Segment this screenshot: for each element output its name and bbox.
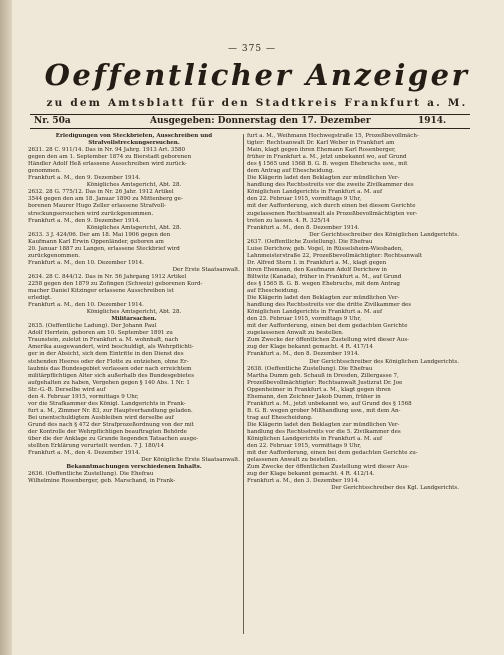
text-line: Dr. Alfred Stern I. in Frankfurt a. M., klagt gegen	[247, 259, 387, 266]
text-line: 2636. (Oeffentliche Zustellung). Die Ehefrau	[28, 471, 154, 478]
section-heading: Strafvollstreckungsersuchen.	[88, 140, 180, 147]
text-line: tigter: Rechtsanwalt Dr. Karl Weber in Frankfurt am	[247, 140, 395, 147]
text-line: Die Klägerin ladet den Beklagten zur mündlichen Ver-	[247, 421, 400, 428]
text-line: furt a. M., Zimmer Nr. 83, zur Hauptverhandlung geladen.	[28, 407, 193, 414]
text-line: zug der Klage bekannt gemacht. 4 R. 412/14.	[247, 471, 375, 478]
text-line: 3544 gegen den am 18. Januar 1890 zu Mittenberg ge-	[28, 196, 183, 203]
text-line: zug der Klage bekannt gemacht. 4 R. 417/14	[247, 344, 373, 351]
text-line: handlung des Rechtsstreits vor die 5. Zivilkammer des	[247, 428, 401, 435]
text-line: mit der Aufforderung, einen bei dem gedachten Gerichte zu-	[247, 450, 418, 457]
text-line: früher in Frankfurt a. M., jetzt unbekannt wo, auf Grund	[247, 154, 407, 161]
text-line: handlung des Rechtsstreits vor die dritte Zivilkammer des	[247, 302, 412, 309]
text-line: B. G. B. wegen grober Mißhandlung usw., mit dem An-	[247, 407, 401, 414]
text-line: Frankfurt a. M., den 8. Dezember 1914.	[247, 224, 360, 231]
text-line: vor die Strafkammer des Königl. Landgerichts in Frank-	[28, 400, 186, 407]
text-line: Str.-G.-B. Derselbe wird auf	[28, 386, 106, 393]
header-rule-bottom	[30, 128, 470, 129]
gazette-title: Oeffentlicher Anzeiger	[44, 58, 470, 92]
text-line: laubnis das Bundesgebiet verlassen oder nach erreichtem	[28, 365, 192, 372]
text-line: zugelassenen Rechtsanwalt als Prozeßbevollmächtigten ver-	[247, 210, 418, 217]
text-line: 2631. 28 C. 911/14. Das in Nr. 94 Jahrg. 1913 Art. 3580	[28, 147, 186, 154]
text-line: gegen den am 1. September 1874 zu Bierstadt geborenen	[28, 154, 192, 161]
text-line: Königliches Amtsgericht, Abt. 28.	[86, 309, 182, 316]
text-line: Ehemann, den Zeichner Jakob Dumm, früher in	[247, 393, 381, 400]
issue-year: 1914.	[418, 116, 447, 126]
text-line: stehenden Heeres oder der Flotte zu entziehen, ohne Er-	[28, 358, 189, 365]
section-heading: Militärsachen.	[111, 316, 157, 323]
text-line: Zum Zwecke der öffentlichen Zustellung wird dieser Aus-	[247, 337, 410, 344]
text-line: handlung des Rechtsstreits vor die zweite Zivilkammer des	[247, 182, 414, 189]
text-line: Grund des nach § 472 der Strafprozeßordnung von der mit	[28, 421, 194, 428]
section-heading: Erledigungen von Steckbriefen, Ausschreiben und	[55, 133, 213, 139]
text-line: Main, klagt gegen ihren Ehemann Karl Rosenberger,	[247, 147, 396, 154]
text-line: 2638. (Oeffentliche Zustellung). Die Ehefrau	[247, 365, 373, 372]
left-column	[28, 133, 240, 633]
text-line: Königliches Amtsgericht, Abt. 28.	[86, 182, 182, 189]
text-line: Die Klägerin ladet den Beklagten zur mündlichen Ver-	[247, 175, 400, 182]
text-line: 2635. (Oeffentliche Ladung). Der Johann Paul	[28, 323, 157, 330]
section-heading: Bekanntmachungen verschiedenen Inhalts.	[66, 464, 202, 471]
text-line: den 4. Februar 1915, vormittags 9 Uhr,	[28, 393, 139, 400]
text-line: stellten Erklärung verurteilt werden. 7 J. 180/14	[28, 443, 165, 450]
header-rule-top	[30, 114, 470, 115]
text-line: Der Gerichtsschreiber des Königlichen Landgerichts.	[309, 358, 459, 365]
issue-date: Ausgegeben: Donnerstag den 17. Dezember	[150, 116, 371, 126]
text-line: Kaufmann Karl Erwin Oppenländer, geboren am	[28, 238, 164, 245]
text-line: über die der Anklage zu Grunde liegenden Tatsachen ausge-	[28, 436, 199, 443]
text-line: 20. Januar 1887 zu Langen, erlassene Steckbrief wird	[28, 245, 180, 252]
text-line: Der Königliche Erste Staatsanwalt.	[141, 457, 240, 464]
text-line: Der Gerichtsschreiber des Kgl. Landgerichts.	[331, 485, 459, 492]
text-line: den 22. Februar 1915, vormittags 9 Uhr,	[247, 196, 362, 203]
text-line: genommen.	[28, 168, 61, 175]
text-line: Frankfurt a. M., den 4. Dezember 1914.	[28, 450, 141, 457]
text-line: des § 1565 und 1568 B. G. B. wegen Ehebruchs usw., mit	[247, 161, 408, 168]
text-line: Lahnmeisterstraße 22, Prozeßbevollmächtigter: Rechtsanwalt	[247, 252, 423, 259]
text-line: borenen Maurer Hugo Zeller erlassene Strafvoll-	[28, 203, 166, 210]
text-line: Der Gerichtsschreiber des Königlichen Landgerichts.	[309, 231, 459, 238]
text-line: Königlichen Landgerichts in Frankfurt a. M. auf	[247, 436, 383, 443]
text-line: Luise Derichow, geb. Vogel, in Rüsselsheim-Wiesbaden,	[247, 245, 404, 252]
text-line: Prozeßbevollmächtigter: Rechtsanwalt Justizrat Dr. Joe	[247, 379, 403, 386]
text-line: Adolf Herrlein, geboren am 10. September 1891 zu	[28, 330, 173, 337]
text-line: Händler Adolf Heß erlassene Ausschreiben wird zurück-	[28, 161, 187, 168]
text-line: mit der Aufforderung, einen bei dem gedachten Gerichte	[247, 323, 408, 330]
text-line: Frankfurt a. M., den 10. Dezember 1914.	[28, 302, 144, 309]
text-line: zugelassenen Anwalt zu bestellen.	[247, 330, 344, 337]
text-line: dem Antrag auf Ehescheidung.	[247, 168, 335, 175]
text-line: 2637. (Oeffentliche Zustellung). Die Ehefrau	[247, 238, 373, 245]
text-line: Königlichen Landgerichts in Frankfurt a. M. auf	[247, 189, 383, 196]
text-line: gelassenen Anwalt zu bestellen.	[247, 457, 338, 464]
text-line: Der Erste Staatsanwalt.	[172, 266, 240, 273]
issue-number: Nr. 50a	[34, 116, 71, 126]
text-line: 2633. 3 J. 424/06. Der am 18. Mai 1906 gegen den	[28, 231, 171, 238]
right-column	[247, 133, 459, 633]
gazette-subtitle: zu dem Amtsblatt für den Stadtkreis Frankfurt a. M.	[46, 97, 468, 109]
text-line: mit der Aufforderung, sich durch einen bei diesem Gerichte	[247, 203, 416, 210]
text-line: furt a. M., Weihmann Hochwegstraße 15, Prozeßbevollmäch-	[247, 133, 419, 139]
text-line: 2632. 28 G. 775/12. Das in Nr. 26 Jahr. 1912 Artikel	[28, 189, 174, 196]
text-line: 2634. 28 C. 844/12. Das in Nr. 56 Jahrgang 1912 Artikel	[28, 273, 187, 280]
text-line: Biltwitz (Kanada), früher in Frankfurt a. M., auf Grund	[247, 273, 402, 280]
text-line: 2258 gegen den 1879 zu Zofingen (Schweiz) geborenen Kord-	[28, 280, 203, 287]
text-line: Königliches Amtsgericht, Abt. 28.	[86, 224, 182, 231]
text-line: streckungsersuchen wird zurückgenommen.	[28, 210, 154, 217]
text-line: ihren Ehemann, den Kaufmann Adolf Derichow in	[247, 266, 387, 273]
text-line: des § 1565 B. G. B. wegen Ehebruchs, mit dem Antrag	[247, 280, 400, 287]
text-line: Frankfurt a. M., den 8. Dezember 1914.	[247, 351, 360, 358]
text-line: macher Daniel Kitzinger erlassene Ausschreiben ist	[28, 288, 174, 295]
text-line: Frankfurt a. M., jetzt unbekannt wo, auf Grund des § 1568	[247, 400, 412, 407]
text-line: treten zu lassen. 4. R. 325/14	[247, 217, 330, 224]
text-line: Die Klägerin ladet den Beklagten zur mündlichen Ver-	[247, 295, 400, 302]
text-line: den 25. Februar 1915, vormittags 9 Uhr,	[247, 316, 362, 323]
text-line: den 22. Februar 1915, vormittags 9 Uhr,	[247, 443, 362, 450]
text-line: Amerika ausgewandert, wird beschuldigt, als Wehrpflichti-	[28, 344, 194, 351]
text-line: Oppenheimer in Frankfurt a. M., klagt gegen ihren	[247, 386, 391, 393]
text-line: Zum Zwecke der öffentlichen Zustellung wird dieser Aus-	[247, 464, 410, 471]
text-line: zurückgenommen.	[28, 252, 81, 259]
text-line: erledigt.	[28, 295, 52, 302]
text-line: Bei unentschuldigtem Ausbleiben wird derselbe auf	[28, 414, 174, 421]
text-line: Martha Dumm geb. Schauß in Dresden, Zillergasse 7,	[247, 372, 399, 379]
text-line: Wilhelmine Rosenberger, geb. Marschand, in Frank-	[28, 478, 176, 485]
text-line: militärpflichtigen Alter sich außerhalb des Bundesgebietes	[28, 372, 195, 379]
text-line: Königlichen Landgerichts in Frankfurt a. M. auf	[247, 309, 383, 316]
text-line: aufgehalten zu haben, Vergehen gegen § 140 Abs. 1 Nr. 1	[28, 379, 190, 386]
text-line: Frankfurt a. M., den 3. Dezember 1914.	[247, 478, 360, 485]
text-line: der Kontrolle der Wehrpflichtigen beauftragten Behörde	[28, 428, 187, 435]
text-line: trag auf Ehescheidung.	[247, 414, 313, 421]
text-line: Frankfurt a. M., den 10. Dezember 1914.	[28, 259, 144, 266]
text-line: Traunstein, zuletzt in Frankfurt a. M. wohnhaft, nach	[28, 337, 179, 344]
text-line: Frankfurt a. M., den 9. Dezember 1914.	[28, 217, 141, 224]
text-line: Frankfurt a. M., den 9. Dezember 1914.	[28, 175, 141, 182]
page-number: — 375 —	[228, 44, 276, 54]
text-line: auf Ehescheidung.	[247, 288, 300, 295]
text-line: ger in der Absicht, sich dem Eintritte in den Dienst des	[28, 351, 184, 358]
column-divider	[243, 134, 244, 634]
